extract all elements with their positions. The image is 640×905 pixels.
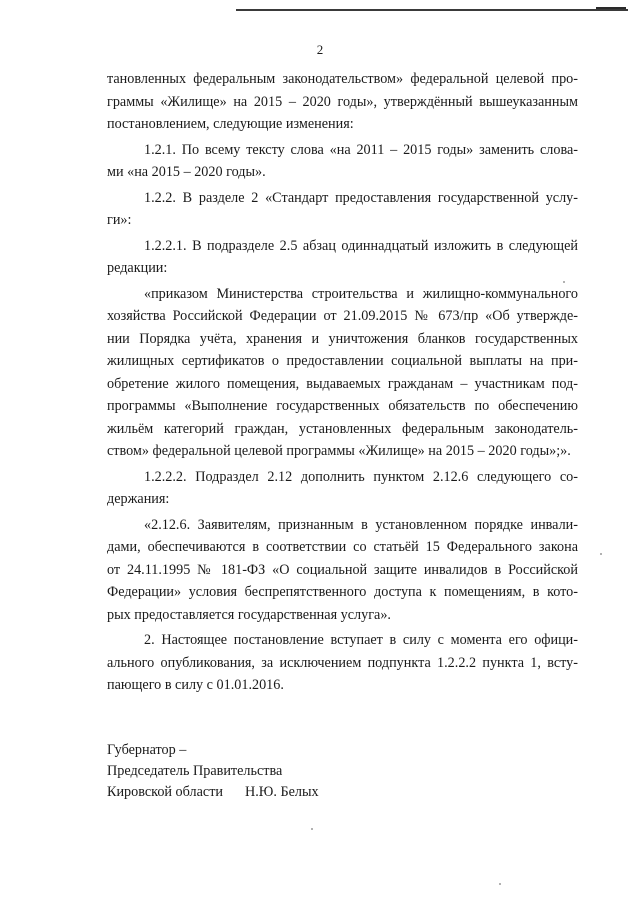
text-line: дами, обеспечиваются в соответствии со статьёй 15 Федерального закона (107, 539, 578, 555)
text-line: нии Порядка учёта, хранения и уничтожения бланков государственных (107, 330, 578, 347)
scan-speck (600, 553, 602, 555)
paragraph-quoted-order (107, 283, 578, 463)
paragraph-1-2-2-2 (107, 466, 578, 511)
text-line: пающего в силу с 01.01.2016. (107, 677, 284, 693)
text-line: ми «на 2015 – 2020 годы». (107, 164, 266, 180)
text-line: программы «Выполнение государственных обязательств по обеспечению (107, 398, 578, 414)
paragraph-continuation (107, 68, 578, 136)
signatory-name: Н.Ю. Белых (245, 784, 319, 800)
text-line: 1.2.2. В разделе 2 «Стандарт предоставления государственной услу- (144, 189, 578, 206)
paragraph-1-2-1 (107, 139, 578, 184)
scan-speck (499, 883, 501, 885)
scan-speck (311, 828, 313, 830)
scan-edge-line (236, 9, 628, 11)
text-line: держания: (107, 491, 170, 507)
signatory-title-line-2: Председатель Правительства (107, 763, 283, 779)
text-line: 1.2.1. По всему тексту слова «на 2011 – 2015 годы» заменить слова- (144, 141, 578, 158)
text-line: рых предоставляется государственная услуга». (107, 606, 391, 623)
text-line: Федерации» условия беспрепятственного доступа к помещениям, в кото- (107, 584, 578, 600)
signature-block (107, 740, 319, 803)
text-line: 1.2.2.2. Подраздел 2.12 дополнить пунктом 2.12.6 следующего со- (144, 468, 578, 485)
page-number: 2 (316, 42, 324, 57)
text-line: ального опубликования, за исключением подпункта 1.2.2.2 пункта 1, всту- (107, 654, 578, 671)
document-body (107, 68, 578, 697)
paragraph-quoted-2-12-6 (107, 514, 578, 627)
scan-edge-mark (596, 7, 626, 9)
text-line: от 24.11.1995 № 181-ФЗ «О социальной защите инвалидов в Российской (107, 561, 578, 578)
text-line: хозяйства Российской Федерации от 21.09.2015 № 673/пр «Об утвержде- (107, 308, 578, 324)
text-line: ги»: (107, 212, 132, 228)
text-line: «приказом Министерства строительства и жилищно-коммунального (144, 285, 578, 302)
text-line: постановлением, следующие изменения: (107, 116, 354, 132)
text-line: граммы «Жилище» на 2015 – 2020 годы», утверждённый вышеуказанным (107, 93, 578, 110)
signatory-title-line-1: Губернатор – (107, 742, 187, 758)
text-line: жилищных сертификатов о предоставлении социальной выплаты на при- (107, 353, 578, 369)
text-line: «2.12.6. Заявителям, признанным в установленном порядке инвали- (144, 516, 578, 533)
text-line: 1.2.2.1. В подразделе 2.5 абзац одиннадцатый изложить в следующей (144, 237, 578, 254)
signatory-region: Кировской области (107, 784, 223, 800)
signatory-title-line-3 (107, 782, 319, 803)
text-line: тановленных федеральным законодательством» федеральной целевой про- (107, 71, 578, 87)
text-line: 2. Настоящее постановление вступает в силу с момента его офици- (144, 632, 578, 648)
text-line: обретение жилого помещения, выдаваемых гражданам – участникам под- (107, 375, 578, 392)
scan-speck (563, 281, 565, 283)
paragraph-1-2-2-1 (107, 235, 578, 280)
text-line: редакции: (107, 260, 168, 276)
paragraph-1-2-2 (107, 187, 578, 232)
text-line: жильём категорий граждан, установленных федеральным законодатель- (107, 420, 578, 437)
paragraph-2-effective (107, 629, 578, 697)
text-line: ством» федеральной целевой программы «Жилище» на 2015 – 2020 годы»;». (107, 443, 571, 459)
